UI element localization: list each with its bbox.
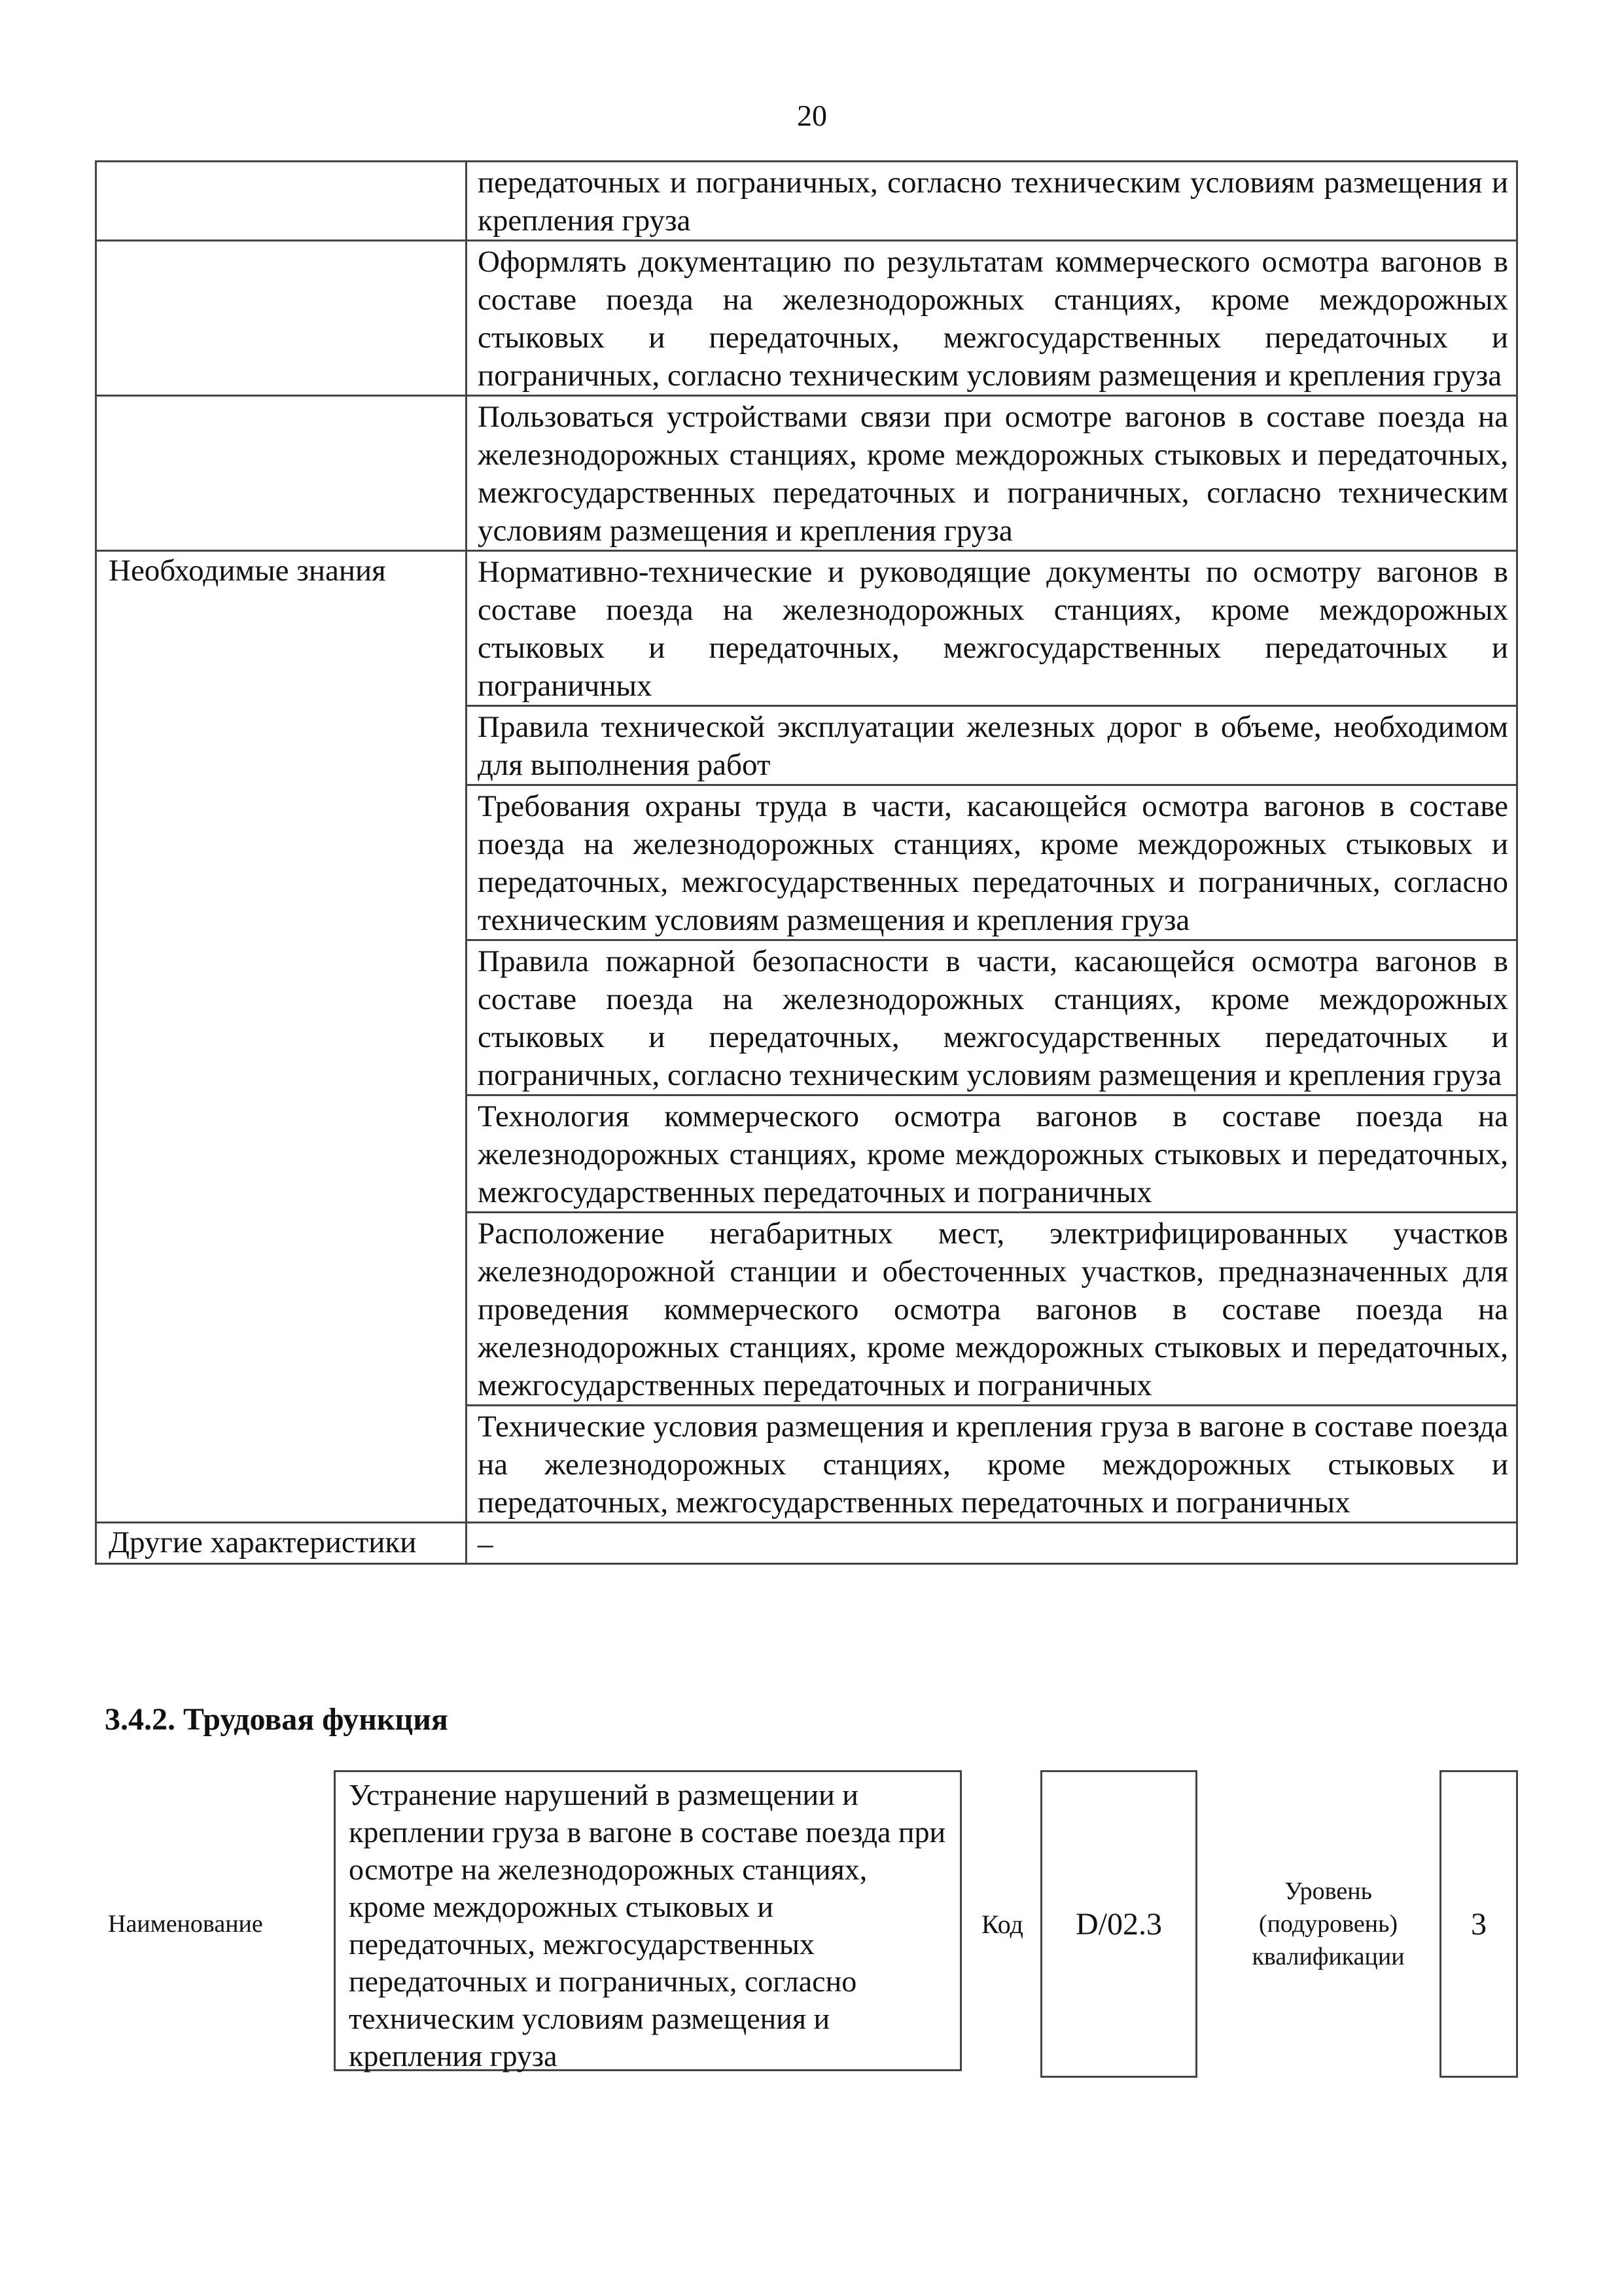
table-row bbox=[96, 1523, 1517, 1564]
knowledge-label: Необходимые знания bbox=[96, 551, 467, 1523]
empty-label-cell bbox=[96, 241, 467, 396]
code-value-box: D/02.3 bbox=[1040, 1770, 1197, 2078]
other-characteristics-label: Другие характеристики bbox=[96, 1523, 467, 1564]
knowledge-cell: Правила технической эксплуатации железных дорог в объеме, необходимом для выполнения работ bbox=[467, 706, 1517, 785]
name-label: Наименование bbox=[108, 1910, 263, 1938]
knowledge-cell: Технология коммерческого осмотра вагонов в составе поезда на железнодорожных станциях, кроме междорожных стыковых и передаточных, межгосударственных передаточных и пограничных bbox=[467, 1095, 1517, 1213]
knowledge-skills-table bbox=[95, 160, 1518, 1565]
knowledge-cell: Технические условия размещения и крепления груза в вагоне в составе поезда на железнодорожных станциях, кроме междорожных стыковых и передаточных, межгосударственных передаточных и пограничных bbox=[467, 1406, 1517, 1523]
other-characteristics-value: – bbox=[467, 1523, 1517, 1564]
code-label: Код bbox=[981, 1909, 1023, 1939]
table-row bbox=[96, 241, 1517, 396]
knowledge-cell: Требования охраны труда в части, касающейся осмотра вагонов в составе поезда на железнодорожных станциях, кроме междорожных стыковых и передаточных, межгосударственных передаточных и пограничных, согласно техническим условиям размещения и крепления груза bbox=[467, 785, 1517, 940]
empty-label-cell bbox=[96, 396, 467, 551]
function-name-box: Устранение нарушений в размещении и креплении груза в вагоне в составе поезда при осмотре на железнодорожных станциях, кроме междорожных стыковых и передаточных, межгосударственных передаточных и пограничных, согласно техническим условиям размещения и крепления груза bbox=[334, 1770, 962, 2071]
empty-label-cell bbox=[96, 162, 467, 241]
page-number: 20 bbox=[797, 99, 827, 132]
knowledge-cell: Правила пожарной безопасности в части, касающейся осмотра вагонов в составе поезда на железнодорожных станциях, кроме междорожных стыковых и передаточных, межгосударственных передаточных и пограничных, согласно техническим условиям размещения и крепления груза bbox=[467, 940, 1517, 1095]
qualification-level-label: Уровень (подуровень) квалификации bbox=[1252, 1877, 1405, 1970]
table-row bbox=[96, 551, 1517, 706]
knowledge-cell: Нормативно-технические и руководящие документы по осмотру вагонов в составе поезда на железнодорожных станциях, кроме междорожных стыковых и передаточных, межгосударственных передаточных и пограничных bbox=[467, 551, 1517, 706]
skill-cell: передаточных и пограничных, согласно техническим условиям размещения и крепления груза bbox=[467, 162, 1517, 241]
section-heading: 3.4.2. Трудовая функция bbox=[105, 1702, 448, 1737]
labor-function-header bbox=[0, 1770, 1624, 2084]
skill-cell: Пользоваться устройствами связи при осмотре вагонов в составе поезда на железнодорожных станциях, кроме междорожных стыковых и передаточных, межгосударственных передаточных и пограничных, согласно техническим условиям размещения и крепления груза bbox=[467, 396, 1517, 551]
table-row bbox=[96, 162, 1517, 241]
knowledge-cell: Расположение негабаритных мест, электрифицированных участков железнодорожной станции и обесточенных участков, предназначенных для проведения коммерческого осмотра вагонов в составе поезда на железнодорожных станциях, кроме междорожных стыковых и передаточных, межгосударственных передаточных и пограничных bbox=[467, 1213, 1517, 1406]
qualification-level-box: 3 bbox=[1439, 1770, 1518, 2078]
skill-cell: Оформлять документацию по результатам коммерческого осмотра вагонов в составе поезда на железнодорожных станциях, кроме междорожных стыковых и передаточных, межгосударственных передаточных и пограничных, согласно техническим условиям размещения и крепления груза bbox=[467, 241, 1517, 396]
table-row bbox=[96, 396, 1517, 551]
